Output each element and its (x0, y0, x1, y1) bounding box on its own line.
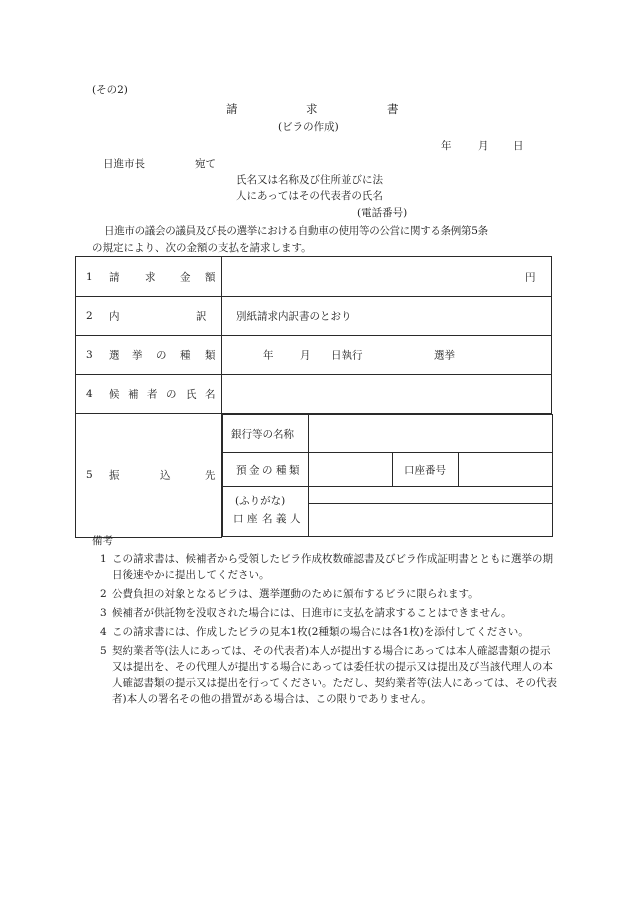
claim-table (75, 256, 552, 538)
notes-heading: 備考 (92, 535, 113, 547)
title-char-2: 求 (306, 102, 318, 116)
bank-details (222, 414, 552, 538)
account-number-field[interactable] (459, 453, 553, 487)
statement-line-1: 日進市の議会の議員及び長の選挙における自動車の使用等の公営に関する条例第5条 (104, 225, 488, 237)
value-election-type[interactable]: 年 月 日執行 選挙 (222, 336, 552, 375)
note-item: 5 契約業者等(法人にあっては、その代表者)本人が提出する場合にあっては本人確認書類の提示又は提出を、その代理人が提出する場合にあっては委任状の提示又は提出及び当該代理人の本人確認書類の提示又は提出を行ってください。ただし、契約業者等(法人にあっては、その代表者)本人の署名その他の措置がある場合は、この限りでありません。 (100, 645, 557, 705)
note-item: 2 公費負担の対象となるビラは、選挙運動のために頒布するビラに限られます。 (100, 588, 479, 600)
bank-name-field[interactable] (309, 415, 553, 453)
label-claim-amount: 1 請 求 金 額 (76, 257, 222, 297)
date-month: 月 (478, 140, 489, 152)
label-transfer-destination: 5 振 込 先 (76, 414, 222, 538)
date-day: 日 (513, 140, 524, 152)
date-year: 年 (441, 140, 452, 152)
bank-name-label: 銀行等の名称 (223, 415, 309, 453)
furigana-field[interactable] (309, 487, 553, 504)
value-claim-amount[interactable] (222, 257, 552, 297)
note-item: 4 この請求書には、作成したビラの見本1枚(2種類の場合には各1枚)を添付してください。 (100, 626, 529, 638)
bank-details-grid (222, 414, 553, 537)
row-transfer-destination (76, 414, 552, 538)
furigana-label: (ふりがな) (235, 495, 286, 507)
row-candidate-name (76, 375, 552, 414)
note-item: 1 この請求書は、候補者から受領したビラ作成枚数確認書及びビラ作成証明書とともに選挙の期日後速やかに提出してください。 (100, 553, 553, 581)
account-holder-label: (ふりがな) 口 座 名 義 人 (223, 487, 309, 537)
note-item: 3 候補者が供託物を没収された場合には、日進市に支払を請求することはできません。 (100, 607, 512, 619)
notes-list (90, 551, 560, 710)
deposit-type-label: 預 金 の 種 類 (223, 453, 309, 487)
title-char-3: 書 (387, 102, 399, 116)
deposit-type-field[interactable] (309, 453, 393, 487)
subtitle: (ビラの作成) (278, 121, 339, 133)
label-candidate-name: 4 候 補 者 の 氏 名 (76, 375, 222, 414)
account-holder-field[interactable] (309, 504, 553, 537)
label-election-type: 3 選 挙 の 種 類 (76, 336, 222, 375)
title-char-1: 請 (226, 102, 238, 116)
row-election-type (76, 336, 552, 375)
claimant-line-1: 氏名又は名称及び住所並びに法 (236, 174, 383, 186)
label-breakdown: 2 内 訳 (76, 297, 222, 336)
value-candidate-name[interactable] (222, 375, 552, 414)
account-number-label: 口座番号 (393, 453, 459, 487)
value-breakdown: 別紙請求内訳書のとおり (222, 297, 552, 336)
form-number: (その2) (92, 84, 128, 96)
addressee-suffix: 宛て (195, 158, 216, 170)
yen-unit: 円 (525, 271, 536, 283)
statement-line-2: の規定により、次の金額の支払を請求します。 (92, 242, 312, 254)
addressee-mayor: 日進市長 (103, 158, 145, 170)
row-claim-amount (76, 257, 552, 297)
row-breakdown (76, 297, 552, 336)
claimant-line-2: 人にあってはその代表者の氏名 (236, 190, 383, 202)
claimant-phone: (電話番号) (357, 207, 408, 219)
